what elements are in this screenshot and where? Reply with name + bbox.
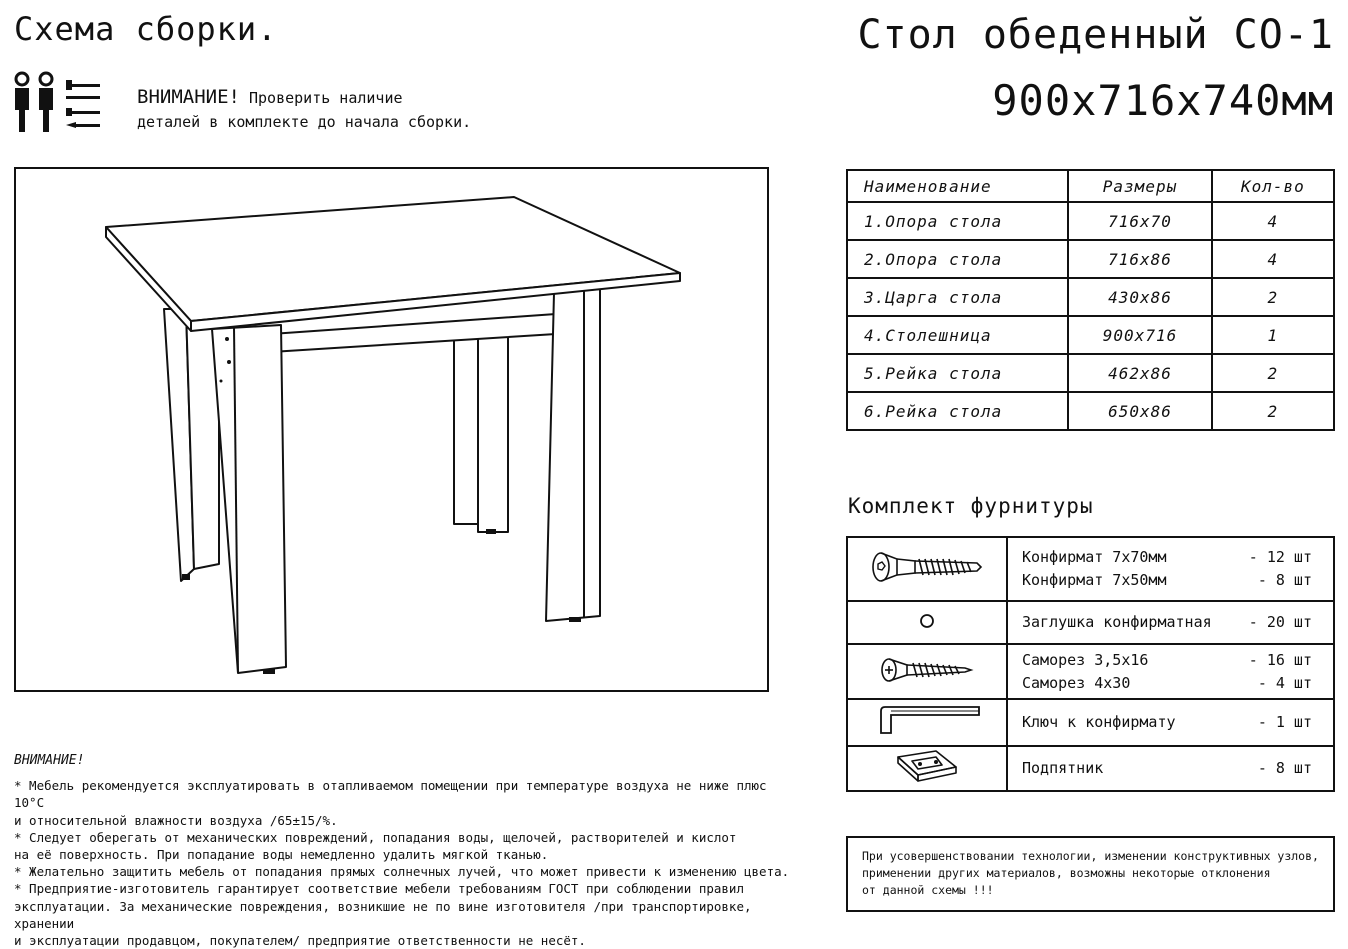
parts-table-header (847, 170, 1334, 202)
warning-line: * Желательно защитить мебель от попадания прямых солнечных лучей, что может привести к изменению цвета. (14, 864, 790, 880)
hardware-text (1007, 699, 1334, 746)
table-row (847, 699, 1334, 746)
hardware-qty: - 8 шт (1257, 759, 1312, 777)
table-row (847, 240, 1334, 278)
table-row (847, 746, 1334, 791)
hardware-line (1022, 711, 1333, 734)
header-name: Наименование (847, 170, 1068, 202)
confirmat-screw-icon (867, 547, 987, 587)
table-row (847, 354, 1334, 392)
hardware-qty: - 16 шт (1248, 650, 1312, 669)
hardware-line (1022, 569, 1333, 592)
attention-label: ВНИМАНИЕ! (137, 86, 240, 108)
table-row (847, 316, 1334, 354)
hardware-line (1022, 649, 1333, 672)
part-qty: 2 (1212, 354, 1334, 392)
table-row (847, 601, 1334, 644)
table-row (847, 644, 1334, 699)
hex-key-icon (867, 703, 987, 739)
product-dimensions: 900х716х740мм (992, 76, 1334, 125)
warning-line: * Следует оберегать от механических повреждений, попадания воды, щелочей, растворителей и кислот (14, 829, 737, 845)
warning-line: * Предприятие-изготовитель гарантирует соответствие мебели требованиям ГОСТ при соблюдении правил (14, 881, 744, 897)
warnings-heading: ВНИМАНИЕ! (14, 753, 85, 768)
warning-line: и относительной влажности воздуха /65±15/%. (14, 812, 338, 828)
table-row (847, 537, 1334, 601)
hardware-text (1007, 644, 1334, 699)
hardware-icon-cell (847, 644, 1007, 699)
warning-line: * Мебель рекомендуется эксплуатировать в отапливаемом помещении при температуре воздуха не ниже плюс 10°С (14, 778, 767, 811)
glide-foot-icon (892, 749, 962, 785)
hardware-name: Саморез 4х30 (1022, 673, 1131, 692)
assembly-drawing (14, 167, 769, 692)
hardware-qty: - 4 шт (1257, 673, 1312, 692)
hardware-qty: - 1 шт (1257, 713, 1312, 731)
hardware-icon-cell (847, 601, 1007, 644)
hardware-table (846, 536, 1335, 792)
usage-warnings (14, 752, 794, 949)
hardware-line (1022, 757, 1333, 780)
part-size: 430x86 (1068, 278, 1211, 316)
hardware-icon-cell (847, 746, 1007, 791)
part-name: 1.Опора стола (847, 202, 1068, 240)
part-size: 716x70 (1068, 202, 1211, 240)
attention-text-2: деталей в комплекте до начала сборки. (137, 113, 472, 131)
hardware-icon-cell (847, 699, 1007, 746)
cap-plug-icon (917, 611, 937, 631)
hardware-name: Ключ к конфирмату (1022, 713, 1176, 731)
part-qty: 2 (1212, 278, 1334, 316)
attention-text-1: Проверить наличие (248, 89, 403, 107)
deviation-note (846, 836, 1335, 912)
page-title: Схема сборки. (14, 10, 278, 48)
part-qty: 4 (1212, 202, 1334, 240)
warning-line: на её поверхность. При попадание воды немедленно удалить мягкой тканью. (14, 847, 549, 863)
hardware-text (1007, 746, 1334, 791)
table-isometric-drawing (16, 169, 767, 690)
hardware-qty: - 8 шт (1257, 571, 1312, 589)
part-name: 5.Рейка стола (847, 354, 1068, 392)
hardware-line (1022, 611, 1333, 634)
warning-line: и эксплуатации продавцом, покупателем/ предприятие ответственности не несёт. (14, 933, 586, 949)
part-qty: 4 (1212, 240, 1334, 278)
table-row (847, 278, 1334, 316)
self-tapping-screw-icon (879, 655, 975, 685)
header-qty: Кол-во (1212, 170, 1334, 202)
part-size: 900x716 (1068, 316, 1211, 354)
part-name: 6.Рейка стола (847, 392, 1068, 430)
hardware-text (1007, 601, 1334, 644)
hardware-name: Подпятник (1022, 759, 1104, 777)
attention-line-1 (137, 86, 403, 108)
hardware-title: Комплект фурнитуры (848, 494, 1094, 518)
hardware-name: Конфирмат 7х70мм (1022, 548, 1167, 566)
part-size: 650x86 (1068, 392, 1211, 430)
hardware-qty: - 12 шт (1248, 548, 1312, 566)
hardware-text (1007, 537, 1334, 601)
table-row (847, 392, 1334, 430)
part-name: 2.Опора стола (847, 240, 1068, 278)
note-line: При усовершенствовании технологии, изменении конструктивных узлов, (862, 849, 1319, 863)
part-name: 3.Царга стола (847, 278, 1068, 316)
hardware-line (1022, 672, 1333, 695)
two-people-tools-icon (12, 70, 104, 134)
header-size: Размеры (1068, 170, 1211, 202)
note-line: от данной схемы !!! (862, 883, 994, 897)
hardware-qty: - 20 шт (1248, 613, 1312, 631)
part-name: 4.Столешница (847, 316, 1068, 354)
parts-table (846, 169, 1335, 431)
hardware-name: Заглушка конфирматная (1022, 613, 1212, 631)
warning-line: эксплуатации. За механические повреждения, возникшие не по вине изготовителя /при транспортировке, хранении (14, 898, 752, 931)
part-size: 462x86 (1068, 354, 1211, 392)
part-qty: 1 (1212, 316, 1334, 354)
product-title: Стол обеденный СО-1 (857, 12, 1334, 58)
table-row (847, 202, 1334, 240)
hardware-line (1022, 546, 1333, 569)
hardware-name: Саморез 3,5х16 (1022, 650, 1149, 669)
hardware-icon-cell (847, 537, 1007, 601)
hardware-name: Конфирмат 7х50мм (1022, 571, 1167, 589)
note-line: применении других материалов, возможны некоторые отклонения (862, 866, 1271, 880)
part-size: 716x86 (1068, 240, 1211, 278)
part-qty: 2 (1212, 392, 1334, 430)
